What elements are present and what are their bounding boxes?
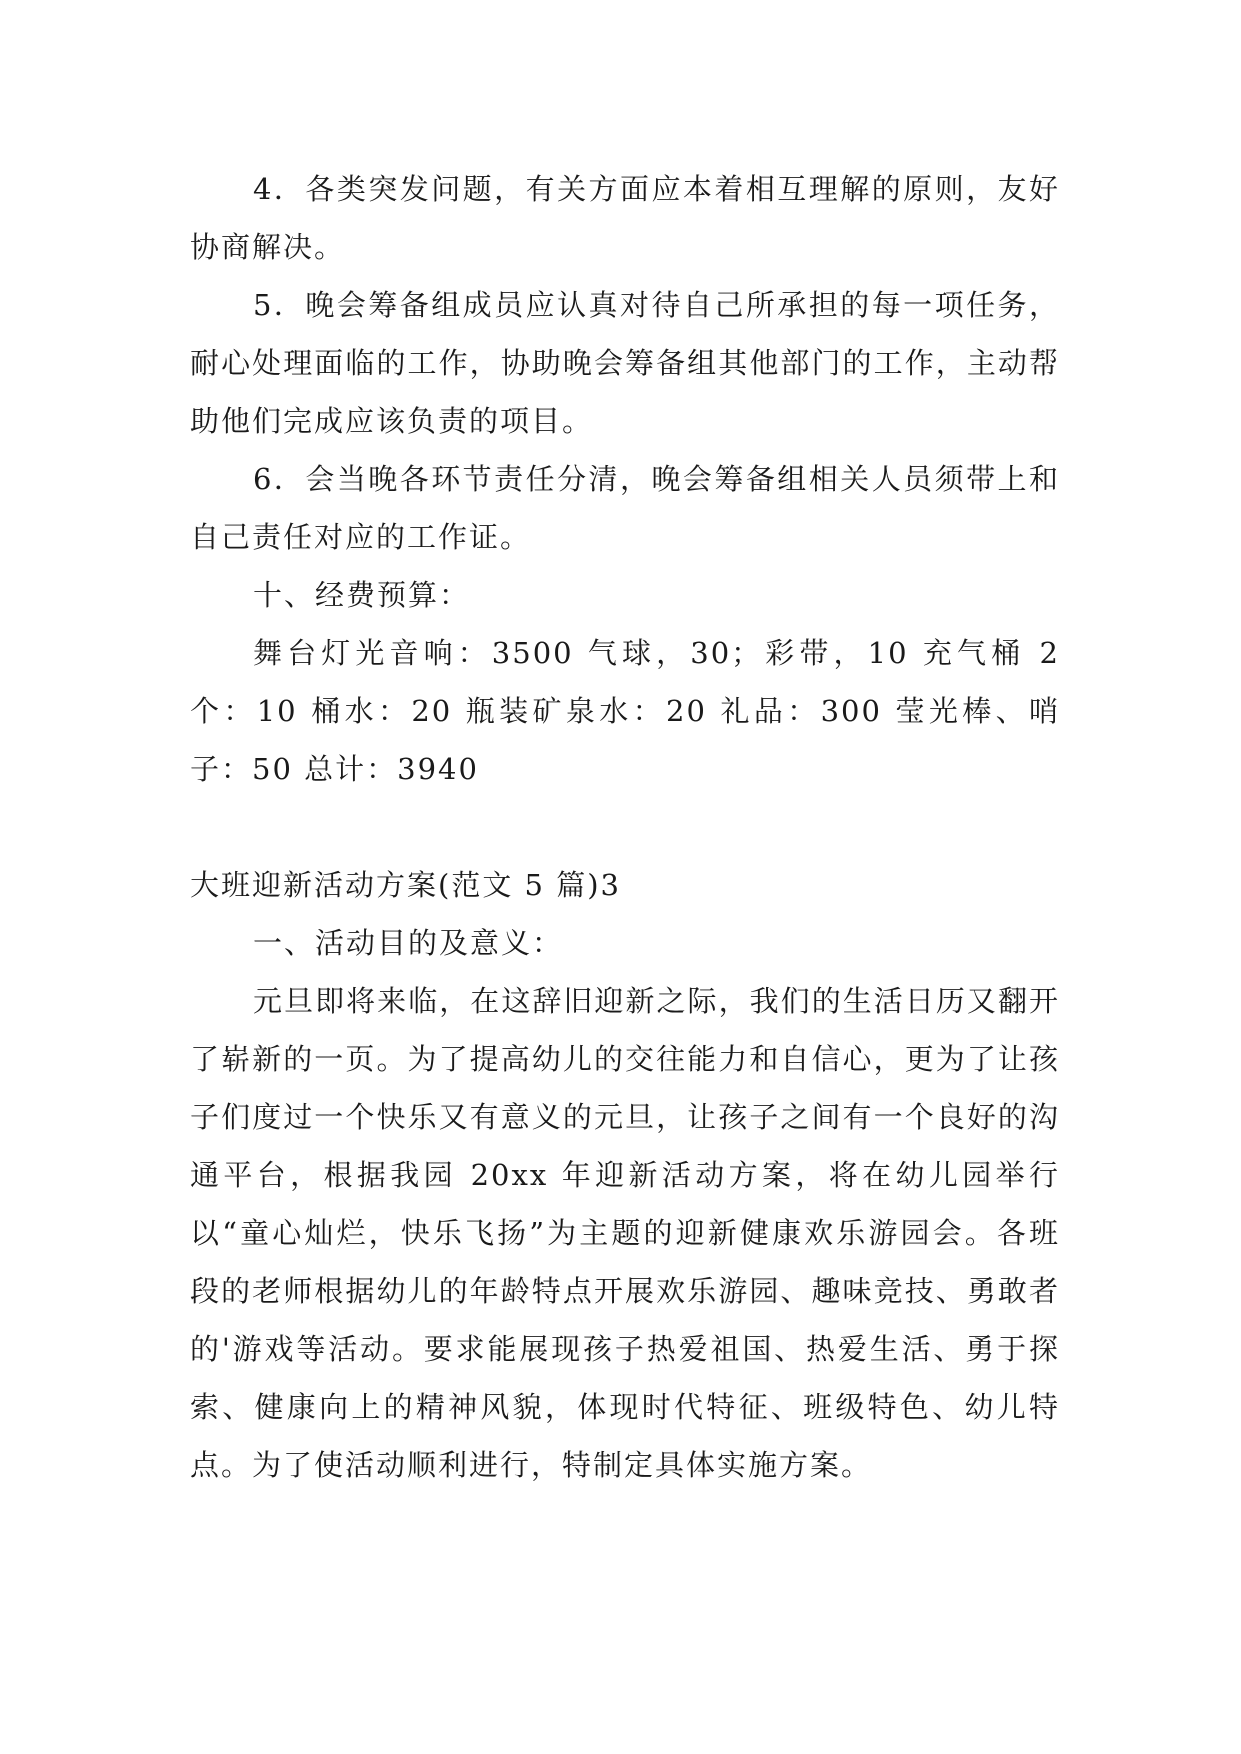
section-heading-budget: 十、经费预算：	[253, 578, 471, 612]
document-body	[190, 160, 1060, 1494]
budget-details: 舞台灯光音响：3500 气球，30；彩带，10 充气桶 2 个：10 桶水：20 瓶装矿泉水：20 礼品：300 莹光棒、哨子：50 总计：3940	[190, 636, 1060, 786]
section-gap	[190, 798, 1060, 856]
paragraph-item-6: 6．会当晚各环节责任分清，晚会筹备组相关人员须带上和自己责任对应的工作证。	[190, 462, 1060, 554]
paragraph-item-4: 4．各类突发问题，有关方面应本着相互理解的原则，友好协商解决。	[190, 172, 1060, 264]
paragraph-item-5: 5．晚会筹备组成员应认真对待自己所承担的每一项任务，耐心处理面临的工作，协助晚会筹备组其他部门的工作，主动帮助他们完成应该负责的项目。	[190, 288, 1060, 438]
purpose-paragraph: 元旦即将来临，在这辞旧迎新之际，我们的生活日历又翻开了崭新的一页。为了提高幼儿的交往能力和自信心，更为了让孩子们度过一个快乐又有意义的元旦，让孩子之间有一个良好的沟通平台，根据我园 20xx 年迎新活动方案，将在幼儿园举行以“童心灿烂，快乐飞扬”为主题的迎新健康欢乐游园会。各班段的老师根据幼儿的年龄特点开展欢乐游园、趣味竞技、勇敢者的'游戏等活动。要求能展现孩子热爱祖国、热爱生活、勇于探索、健康向上的精神风貌，体现时代特征、班级特色、幼儿特点。为了使活动顺利进行，特制定具体实施方案。	[190, 984, 1060, 1482]
section-title: 大班迎新活动方案(范文 5 篇)3	[190, 868, 621, 902]
section-heading-purpose: 一、活动目的及意义：	[253, 926, 564, 960]
